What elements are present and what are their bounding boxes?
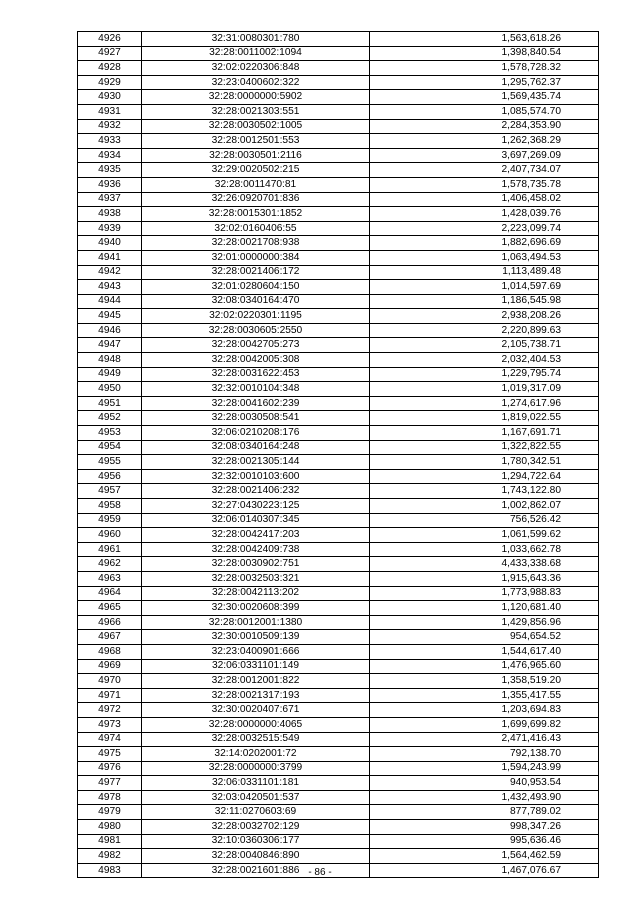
table-row: [78, 820, 599, 835]
row-number-cell: 4981: [78, 834, 142, 849]
row-number-cell: 4979: [78, 805, 142, 820]
cadastral-number-cell: 32:23:0400901:666: [142, 644, 370, 659]
value-cell: 1,167,691.71: [370, 426, 599, 441]
table-row: [78, 455, 599, 470]
cadastral-number-cell: 32:28:0032515:549: [142, 732, 370, 747]
table-row: [78, 601, 599, 616]
row-number-cell: 4952: [78, 411, 142, 426]
value-cell: 1,564,462.59: [370, 849, 599, 864]
row-number-cell: 4946: [78, 323, 142, 338]
value-cell: 998,347.26: [370, 820, 599, 835]
value-cell: 1,274,617.96: [370, 396, 599, 411]
value-cell: 1,428,039.76: [370, 207, 599, 222]
value-cell: 1,578,735.78: [370, 177, 599, 192]
value-cell: 1,819,022.55: [370, 411, 599, 426]
row-number-cell: 4949: [78, 367, 142, 382]
row-number-cell: 4982: [78, 849, 142, 864]
value-cell: 1,432,493.90: [370, 790, 599, 805]
cadastral-number-cell: 32:08:0340164:248: [142, 440, 370, 455]
row-number-cell: 4951: [78, 396, 142, 411]
cadastral-number-cell: 32:32:0010104:348: [142, 382, 370, 397]
row-number-cell: 4959: [78, 513, 142, 528]
page-number: - 86 -: [308, 867, 332, 878]
cadastral-number-cell: 32:28:0021303:551: [142, 104, 370, 119]
value-cell: 2,407,734.07: [370, 163, 599, 178]
row-number-cell: 4927: [78, 46, 142, 61]
value-cell: 1,033,662.78: [370, 542, 599, 557]
cadastral-number-cell: 32:28:0000000:4065: [142, 717, 370, 732]
cadastral-number-cell: 32:23:0400602:322: [142, 75, 370, 90]
value-cell: 954,654.52: [370, 630, 599, 645]
table-row: [78, 747, 599, 762]
cadastral-number-cell: 32:11:0270603:69: [142, 805, 370, 820]
value-cell: 1,780,342.51: [370, 455, 599, 470]
row-number-cell: 4957: [78, 484, 142, 499]
cadastral-number-cell: 32:28:0021708:938: [142, 236, 370, 251]
row-number-cell: 4971: [78, 688, 142, 703]
table-row: [78, 557, 599, 572]
value-cell: 1,594,243.99: [370, 761, 599, 776]
row-number-cell: 4934: [78, 148, 142, 163]
table-row: [78, 659, 599, 674]
row-number-cell: 4961: [78, 542, 142, 557]
row-number-cell: 4977: [78, 776, 142, 791]
cadastral-number-cell: 32:06:0210208:176: [142, 426, 370, 441]
row-number-cell: 4939: [78, 221, 142, 236]
table-row: [78, 309, 599, 324]
value-cell: 1,882,696.69: [370, 236, 599, 251]
cadastral-number-cell: 32:29:0020502:215: [142, 163, 370, 178]
row-number-cell: 4978: [78, 790, 142, 805]
table-row: [78, 528, 599, 543]
cadastral-number-cell: 32:27:0430223:125: [142, 499, 370, 514]
value-cell: 2,032,404.53: [370, 353, 599, 368]
value-cell: 1,699,699.82: [370, 717, 599, 732]
row-number-cell: 4948: [78, 353, 142, 368]
table-row: [78, 732, 599, 747]
cadastral-number-cell: 32:02:0220301:1195: [142, 309, 370, 324]
row-number-cell: 4965: [78, 601, 142, 616]
value-cell: 2,105,738.71: [370, 338, 599, 353]
row-number-cell: 4975: [78, 747, 142, 762]
cadastral-number-cell: 32:28:0030605:2550: [142, 323, 370, 338]
table-row: [78, 367, 599, 382]
cadastral-number-cell: 32:28:0030508:541: [142, 411, 370, 426]
row-number-cell: 4950: [78, 382, 142, 397]
table-row: [78, 411, 599, 426]
table-row: [78, 192, 599, 207]
row-number-cell: 4970: [78, 674, 142, 689]
value-cell: 1,061,599.62: [370, 528, 599, 543]
cadastral-number-cell: 32:30:0010509:139: [142, 630, 370, 645]
cadastral-number-cell: 32:28:0000000:5902: [142, 90, 370, 105]
row-number-cell: 4944: [78, 294, 142, 309]
row-number-cell: 4928: [78, 61, 142, 76]
table-row: [78, 426, 599, 441]
row-number-cell: 4926: [78, 32, 142, 47]
row-number-cell: 4976: [78, 761, 142, 776]
row-number-cell: 4969: [78, 659, 142, 674]
value-cell: 1,063,494.53: [370, 250, 599, 265]
value-cell: 1,014,597.69: [370, 280, 599, 295]
table-row: [78, 703, 599, 718]
cadastral-number-cell: 32:06:0331101:181: [142, 776, 370, 791]
row-number-cell: 4932: [78, 119, 142, 134]
table-row: [78, 382, 599, 397]
cadastral-number-cell: 32:28:0021601:886: [142, 863, 370, 878]
table-row: [78, 265, 599, 280]
table-row: [78, 571, 599, 586]
table-row: [78, 469, 599, 484]
row-number-cell: 4980: [78, 820, 142, 835]
table-row: [78, 236, 599, 251]
cadastral-value-table: [77, 31, 599, 878]
value-cell: 2,938,208.26: [370, 309, 599, 324]
value-cell: 1,915,643.36: [370, 571, 599, 586]
cadastral-number-cell: 32:26:0920701:836: [142, 192, 370, 207]
value-cell: 1,569,435.74: [370, 90, 599, 105]
row-number-cell: 4962: [78, 557, 142, 572]
cadastral-number-cell: 32:28:0021406:232: [142, 484, 370, 499]
cadastral-number-cell: 32:28:0021317:193: [142, 688, 370, 703]
cadastral-number-cell: 32:28:0042113:202: [142, 586, 370, 601]
row-number-cell: 4974: [78, 732, 142, 747]
table-row: [78, 32, 599, 47]
cadastral-number-cell: 32:01:0000000:384: [142, 250, 370, 265]
table-row: [78, 644, 599, 659]
table-row: [78, 163, 599, 178]
table-row: [78, 90, 599, 105]
table-row: [78, 134, 599, 149]
row-number-cell: 4967: [78, 630, 142, 645]
table-row: [78, 484, 599, 499]
value-cell: 1,358,519.20: [370, 674, 599, 689]
value-cell: 1,203,694.83: [370, 703, 599, 718]
row-number-cell: 4964: [78, 586, 142, 601]
table-row: [78, 294, 599, 309]
value-cell: 1,229,795.74: [370, 367, 599, 382]
row-number-cell: 4936: [78, 177, 142, 192]
cadastral-number-cell: 32:06:0331101:149: [142, 659, 370, 674]
value-cell: 2,223,099.74: [370, 221, 599, 236]
value-cell: 940,953.54: [370, 776, 599, 791]
value-cell: 4,433,338.68: [370, 557, 599, 572]
row-number-cell: 4960: [78, 528, 142, 543]
cadastral-number-cell: 32:30:0020407:671: [142, 703, 370, 718]
row-number-cell: 4935: [78, 163, 142, 178]
row-number-cell: 4937: [78, 192, 142, 207]
cadastral-number-cell: 32:28:0012001:1380: [142, 615, 370, 630]
value-cell: 1,467,076.67: [370, 863, 599, 878]
row-number-cell: 4940: [78, 236, 142, 251]
value-cell: 1,578,728.32: [370, 61, 599, 76]
value-cell: 1,295,762.37: [370, 75, 599, 90]
table-row: [78, 119, 599, 134]
table-row: [78, 542, 599, 557]
table-row: [78, 280, 599, 295]
table-body: [78, 32, 599, 878]
cadastral-number-cell: 32:28:0021406:172: [142, 265, 370, 280]
value-cell: 1,355,417.55: [370, 688, 599, 703]
table-row: [78, 776, 599, 791]
row-number-cell: 4942: [78, 265, 142, 280]
value-cell: 2,220,899.63: [370, 323, 599, 338]
table-row: [78, 674, 599, 689]
value-cell: 1,019,317.09: [370, 382, 599, 397]
row-number-cell: 4930: [78, 90, 142, 105]
value-cell: 1,120,681.40: [370, 601, 599, 616]
value-cell: 995,636.46: [370, 834, 599, 849]
table-row: [78, 338, 599, 353]
row-number-cell: 4968: [78, 644, 142, 659]
table-row: [78, 396, 599, 411]
table-row: [78, 323, 599, 338]
table-row: [78, 790, 599, 805]
value-cell: 877,789.02: [370, 805, 599, 820]
row-number-cell: 4958: [78, 499, 142, 514]
cadastral-number-cell: 32:10:0360306:177: [142, 834, 370, 849]
cadastral-number-cell: 32:28:0021305:144: [142, 455, 370, 470]
row-number-cell: 4956: [78, 469, 142, 484]
cadastral-number-cell: 32:28:0015301:1852: [142, 207, 370, 222]
value-cell: 792,138.70: [370, 747, 599, 762]
table-row: [78, 61, 599, 76]
value-cell: 2,471,416.43: [370, 732, 599, 747]
cadastral-number-cell: 32:28:0000000:3799: [142, 761, 370, 776]
table-row: [78, 834, 599, 849]
cadastral-number-cell: 32:28:0042705:273: [142, 338, 370, 353]
cadastral-number-cell: 32:28:0041602:239: [142, 396, 370, 411]
table-row: [78, 761, 599, 776]
table-row: [78, 148, 599, 163]
cadastral-number-cell: 32:28:0012501:553: [142, 134, 370, 149]
row-number-cell: 4947: [78, 338, 142, 353]
table-row: [78, 46, 599, 61]
row-number-cell: 4931: [78, 104, 142, 119]
table-row: [78, 805, 599, 820]
table-row: [78, 75, 599, 90]
cadastral-number-cell: 32:01:0280604:150: [142, 280, 370, 295]
cadastral-number-cell: 32:06:0140307:345: [142, 513, 370, 528]
row-number-cell: 4972: [78, 703, 142, 718]
cadastral-number-cell: 32:28:0031622:453: [142, 367, 370, 382]
value-cell: 1,002,862.07: [370, 499, 599, 514]
value-cell: 1,743,122.80: [370, 484, 599, 499]
value-cell: 3,697,269.09: [370, 148, 599, 163]
cadastral-number-cell: 32:28:0042409:738: [142, 542, 370, 557]
cadastral-number-cell: 32:28:0042417:203: [142, 528, 370, 543]
table-row: [78, 586, 599, 601]
cadastral-number-cell: 32:28:0032702:129: [142, 820, 370, 835]
row-number-cell: 4953: [78, 426, 142, 441]
cadastral-number-cell: 32:31:0080301:780: [142, 32, 370, 47]
row-number-cell: 4938: [78, 207, 142, 222]
table-row: [78, 615, 599, 630]
table-row: [78, 849, 599, 864]
value-cell: 1,294,722.64: [370, 469, 599, 484]
row-number-cell: 4943: [78, 280, 142, 295]
row-number-cell: 4954: [78, 440, 142, 455]
value-cell: 2,284,353.90: [370, 119, 599, 134]
table-row: [78, 717, 599, 732]
table-row: [78, 440, 599, 455]
table-row: [78, 688, 599, 703]
table-row: [78, 177, 599, 192]
cadastral-number-cell: 32:28:0011002:1094: [142, 46, 370, 61]
row-number-cell: 4955: [78, 455, 142, 470]
value-cell: 1,398,840.54: [370, 46, 599, 61]
value-cell: 1,085,574.70: [370, 104, 599, 119]
row-number-cell: 4941: [78, 250, 142, 265]
value-cell: 1,429,856.96: [370, 615, 599, 630]
table-row: [78, 630, 599, 645]
table-row: [78, 104, 599, 119]
cadastral-number-cell: 32:08:0340164:470: [142, 294, 370, 309]
cadastral-number-cell: 32:28:0011470:81: [142, 177, 370, 192]
cadastral-number-cell: 32:14:0202001:72: [142, 747, 370, 762]
value-cell: 756,526.42: [370, 513, 599, 528]
cadastral-number-cell: 32:28:0040846:890: [142, 849, 370, 864]
cadastral-number-cell: 32:28:0030502:1005: [142, 119, 370, 134]
cadastral-number-cell: 32:28:0030501:2116: [142, 148, 370, 163]
row-number-cell: 4973: [78, 717, 142, 732]
value-cell: 1,476,965.60: [370, 659, 599, 674]
row-number-cell: 4933: [78, 134, 142, 149]
cadastral-number-cell: 32:28:0042005:308: [142, 353, 370, 368]
value-cell: 1,544,617.40: [370, 644, 599, 659]
row-number-cell: 4983: [78, 863, 142, 878]
table-row: [78, 353, 599, 368]
value-cell: 1,186,545.98: [370, 294, 599, 309]
row-number-cell: 4966: [78, 615, 142, 630]
table-row: [78, 207, 599, 222]
cadastral-number-cell: 32:03:0420501:537: [142, 790, 370, 805]
table-row: [78, 513, 599, 528]
cadastral-number-cell: 32:28:0030902:751: [142, 557, 370, 572]
row-number-cell: 4929: [78, 75, 142, 90]
value-cell: 1,406,458.02: [370, 192, 599, 207]
cadastral-number-cell: 32:32:0010103:600: [142, 469, 370, 484]
row-number-cell: 4945: [78, 309, 142, 324]
cadastral-number-cell: 32:30:0020608:399: [142, 601, 370, 616]
value-cell: 1,262,368.29: [370, 134, 599, 149]
row-number-cell: 4963: [78, 571, 142, 586]
cadastral-number-cell: 32:28:0032503:321: [142, 571, 370, 586]
value-cell: 1,563,618.26: [370, 32, 599, 47]
table-row: [78, 250, 599, 265]
value-cell: 1,773,988.83: [370, 586, 599, 601]
table-row: [78, 499, 599, 514]
value-cell: 1,322,822.55: [370, 440, 599, 455]
cadastral-number-cell: 32:02:0220306:848: [142, 61, 370, 76]
value-cell: 1,113,489.48: [370, 265, 599, 280]
cadastral-number-cell: 32:28:0012001:822: [142, 674, 370, 689]
cadastral-number-cell: 32:02:0160406:55: [142, 221, 370, 236]
table-row: [78, 221, 599, 236]
